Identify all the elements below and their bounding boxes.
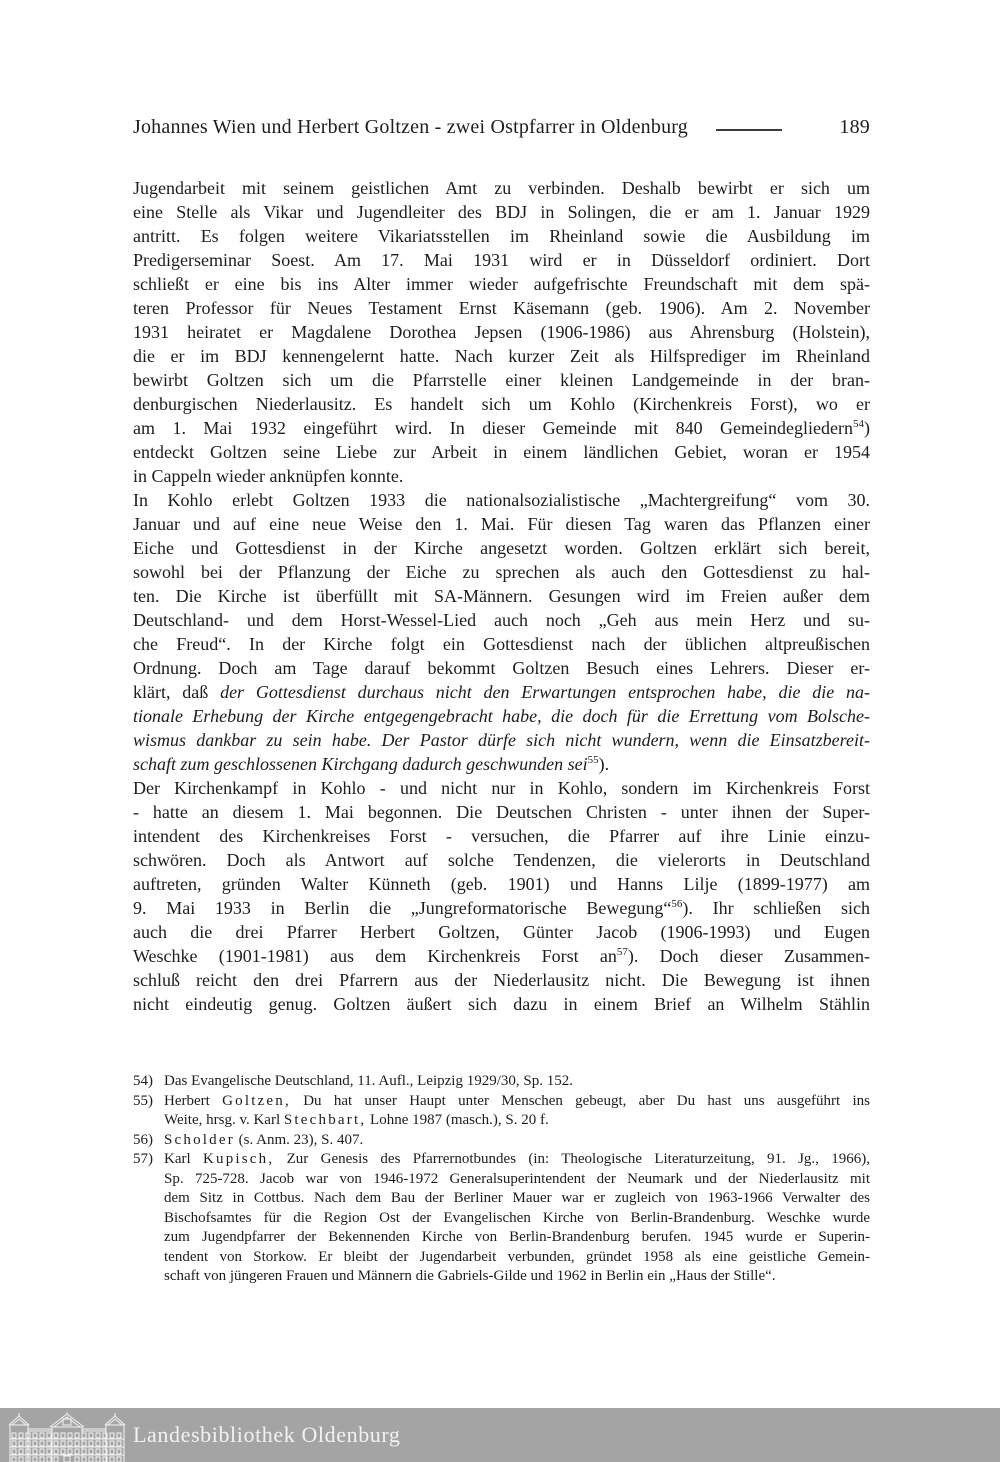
text-line: 1931 heiratet er Magdalene Dorothea Jepsen (1906-1986) aus Ahrensburg (Holstein),: [133, 322, 870, 342]
footnote-marker: 56: [671, 898, 683, 910]
text-line: Karl Kupisch, Zur Genesis des Pfarrernotbundes (in: Theologische Literaturzeitung, 91. Jg., 1966),: [164, 1151, 870, 1167]
library-footer-bar: [0, 1408, 1000, 1462]
text-line: - hatte an diesem 1. Mai begonnen. Die Deutschen Christen - unter ihnen der Super-: [133, 802, 870, 822]
library-building-icon: [8, 1412, 126, 1462]
footnote-marker: 54: [853, 418, 864, 430]
footnote-marker: 57: [616, 946, 628, 958]
paragraph: [133, 488, 870, 776]
text-line: die er im BDJ kennengelernt hatte. Nach kurzer Zeit als Hilfsprediger im Rheinland: [133, 346, 870, 366]
footnote-number: 56): [133, 1131, 153, 1148]
text-line: ten. Die Kirche ist überfüllt mit SA-Männern. Gesungen wird im Freien außer dem: [133, 586, 870, 606]
text-line: teren Professor für Neues Testament Ernst Käsemann (geb. 1906). Am 2. November: [133, 298, 870, 318]
footnote: [133, 1150, 870, 1287]
text-line: Weschke (1901-1981) aus dem Kirchenkreis Forst $an^{57}$). Doch dieser Zusammen-: [133, 946, 870, 966]
footnote-text: [164, 1150, 870, 1287]
text-line: wismus dankbar zu sein habe. Der Pastor dürfe sich nicht wundern, wenn die Einsatzbereit-: [133, 730, 870, 750]
text-line: tendent von Storkow. Er bleibt der Jugendarbeit verbunden, gründet 1958 als eine geistliche Gemein-: [164, 1248, 870, 1265]
text-line: che Freud“. In der Kirche folgt ein Gottesdienst nach der üblichen altpreußischen: [133, 634, 870, 654]
text-line: antritt. Es folgen weitere Vikariatsstellen im Rheinland sowie die Ausbildung im: [133, 226, 870, 246]
paragraph: [133, 176, 870, 488]
text-line: schwören. Doch als Antwort auf solche Tendenzen, die vielerorts in Deutschland: [133, 850, 870, 870]
footnote: [133, 1072, 870, 1092]
text-line: in Cappeln wieder anknüpfen konnte.: [133, 466, 404, 486]
page-number: 189: [839, 116, 870, 138]
text-line: Ordnung. Doch am Tage darauf bekommt Goltzen Besuch eines Lehrers. Dieser er-: [133, 658, 870, 678]
running-head-title: Johannes Wien und Herbert Goltzen - zwei Ostpfarrer in Oldenburg: [133, 116, 688, 138]
text-line: schluß reicht den drei Pfarrern aus der Niederlausitz nicht. Die Bewegung ist ihnen: [133, 970, 870, 990]
text-line: zum Jugendpfarrer der Bekennenden Kirche von Berlin-Brandenburg berufen. 1945 wurde er Superin-: [164, 1229, 870, 1245]
text-line: klärt, daß der Gottesdienst durchaus nicht den Erwartungen entsprochen habe, die die na-: [133, 682, 870, 702]
footnote-text: [164, 1072, 870, 1092]
text-line: sowohl bei der Pflanzung der Eiche zu sprechen als auch den Gottesdienst zu hal-: [133, 562, 870, 582]
text-line: Herbert Goltzen, Du hat unser Haupt unter Menschen gebeugt, aber Du hast uns ausgeführt ins: [164, 1092, 870, 1109]
text-line: dem Sitz in Cottbus. Nach dem Bau der Berliner Mauer war er zugleich von 1963-1966 Verwalter des: [164, 1190, 870, 1206]
text-line: Deutschland- und dem Horst-Wessel-Lied auch noch „Geh aus mein Herz und su-: [133, 610, 870, 630]
footnote-number: 55): [133, 1092, 153, 1109]
text-line: Januar und auf eine neue Weise den 1. Mai. Für diesen Tag waren das Pflanzen einer: [133, 514, 870, 534]
text-line: Bischofsamtes für die Region Ost der Evangelischen Kirche von Berlin-Brandenburg. Weschke wurde: [164, 1209, 870, 1226]
text-line: Predigerseminar Soest. Am 17. Mai 1931 wird er in Düsseldorf ordiniert. Dort: [133, 250, 870, 270]
footnote-marker: 55: [587, 754, 599, 766]
text-line: bewirbt Goltzen sich um die Pfarrstelle einer kleinen Landgemeinde in der bran-: [133, 370, 870, 390]
footnote-number: 57): [133, 1151, 153, 1167]
text-line: Scholder (s. Anm. 23), S. 407.: [164, 1131, 364, 1148]
text-line: schaft zum geschlossenen Kirchgang dadurch geschwunden sei$^{55}$).: [133, 754, 610, 774]
text-line: schaft von jüngeren Frauen und Männern die Gabriels-Gilde und 1962 in Berlin ein „Haus der Stille“.: [164, 1268, 776, 1284]
text-line: intendent des Kirchenkreises Forst - versuchen, die Pfarrer auf ihre Linie einzu-: [133, 826, 870, 846]
text-line: Jugendarbeit mit seinem geistlichen Amt zu verbinden. Deshalb bewirbt er sich um: [133, 178, 870, 198]
footnote-text: [164, 1092, 870, 1131]
library-footer-label: Landesbibliothek Oldenburg: [133, 1422, 401, 1447]
text-line: Weite, hrsg. v. Karl Stechbart, Lohne 1987 (masch.), S. 20 f.: [164, 1112, 549, 1128]
text-line: 9. Mai 1933 in Berlin die „Jungreformatorische Bewegung“$^{56}$). Ihr schließen sich: [133, 898, 870, 918]
footnote-text: [164, 1131, 870, 1151]
text-line: auch die drei Pfarrer Herbert Goltzen, Günter Jacob (1906-1993) und Eugen: [133, 922, 870, 942]
footnotes: [133, 1072, 870, 1287]
running-head-rule: [716, 129, 782, 131]
footnote-number: 54): [133, 1073, 153, 1089]
text-line: auftreten, gründen Walter Künneth (geb. 1901) und Hanns Lilje (1899-1977) am: [133, 874, 870, 894]
text-line: In Kohlo erlebt Goltzen 1933 die nationalsozialistische „Machtergreifung“ vom 30.: [133, 490, 870, 510]
text-line: am 1. Mai 1932 eingeführt wird. In dieser Gemeinde mit 840 Gemeindegliedern$^{54}$): [133, 418, 870, 438]
text-line: Der Kirchenkampf in Kohlo - und nicht nur in Kohlo, sondern im Kirchenkreis Forst: [133, 778, 870, 798]
body-text: [133, 176, 870, 1016]
text-line: nicht eindeutig genug. Goltzen äußert sich dazu in einem Brief an Wilhelm Stählin: [133, 994, 870, 1014]
text-line: Eiche und Gottesdienst in der Kirche angesetzt worden. Goltzen erklärt sich bereit,: [133, 538, 870, 558]
text-line: schließt er eine bis ins Alter immer wieder aufgefrischte Freundschaft mit dem spä-: [133, 274, 870, 294]
text-line: denburgischen Niederlausitz. Es handelt sich um Kohlo (Kirchenkreis Forst), wo er: [133, 394, 870, 414]
paragraph: [133, 776, 870, 1016]
text-line: tionale Erhebung der Kirche entgegengebracht habe, die doch für die Errettung vom Bolsche-: [133, 706, 870, 726]
running-head: [133, 116, 870, 139]
footnote: [133, 1092, 870, 1131]
text-line: Das Evangelische Deutschland, 11. Aufl., Leipzig 1929/30, Sp. 152.: [164, 1073, 573, 1089]
footnote: [133, 1131, 870, 1151]
text-line: entdeckt Goltzen seine Liebe zur Arbeit in einem ländlichen Gebiet, woran er 1954: [133, 442, 870, 462]
text-line: eine Stelle als Vikar und Jugendleiter des BDJ in Solingen, die er am 1. Januar 1929: [133, 202, 870, 222]
text-line: Sp. 725-728. Jacob war von 1946-1972 Generalsuperintendent der Neumark und der Niederlausitz mit: [164, 1170, 870, 1187]
